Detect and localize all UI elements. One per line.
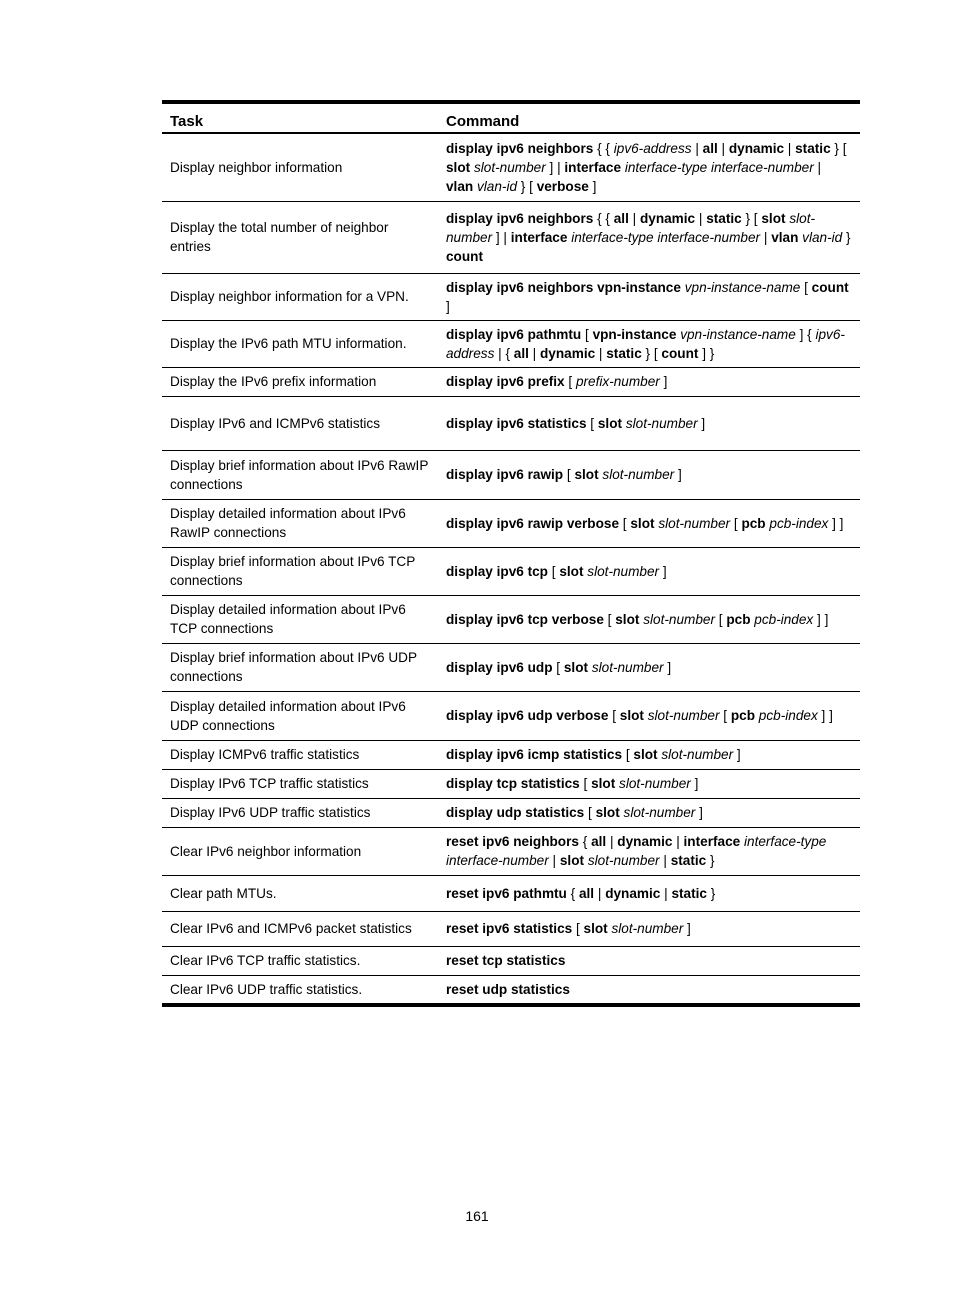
command-keyword: slot <box>615 611 640 627</box>
task-cell: Display the IPv6 prefix information <box>162 367 438 396</box>
command-syntax: } [ <box>517 178 537 194</box>
table-row <box>162 643 860 691</box>
command-keyword: all <box>513 345 529 361</box>
command-argument: slot-number <box>473 159 546 175</box>
command-keyword: display ipv6 udp verbose <box>446 708 609 723</box>
command-argument: slot-number <box>619 776 691 791</box>
command-keyword: static <box>706 210 742 226</box>
command-argument: slot-number <box>623 805 696 820</box>
command-syntax: [ <box>572 921 584 936</box>
command-syntax: | <box>548 853 560 868</box>
command-argument: slot-number <box>591 659 664 675</box>
table-row <box>162 547 860 595</box>
command-keyword: dynamic <box>605 885 661 901</box>
command-argument: prefix-number <box>575 374 660 389</box>
command-argument: vpn-instance-name <box>680 326 796 342</box>
task-cell: Display brief information about IPv6 UDP connections <box>162 643 438 691</box>
command-argument: vlan-id <box>476 178 518 194</box>
task-cell: Display IPv6 TCP traffic statistics <box>162 769 438 798</box>
command-keyword: slot <box>630 515 655 531</box>
command-argument: slot-number <box>658 515 731 531</box>
command-syntax: | <box>813 159 822 175</box>
command-syntax: } [ <box>641 345 662 361</box>
task-cell: Display detailed information about IPv6 UDP connections <box>162 691 438 740</box>
command-keyword: slot <box>597 415 623 431</box>
command-cell <box>438 975 860 1005</box>
command-syntax: ] <box>659 563 667 579</box>
command-syntax: ] { <box>795 326 816 342</box>
command-syntax: [ <box>584 805 596 820</box>
command-syntax: | <box>691 140 703 156</box>
task-cell: Display brief information about IPv6 TCP connections <box>162 547 438 595</box>
command-cell <box>438 875 860 911</box>
table-row <box>162 975 860 1005</box>
command-syntax: [ <box>564 374 576 389</box>
task-cell: Clear IPv6 TCP traffic statistics. <box>162 946 438 975</box>
command-syntax: ] ] <box>813 611 829 627</box>
command-syntax: [ <box>608 708 620 723</box>
command-syntax: [ <box>800 279 812 295</box>
command-cell <box>438 643 860 691</box>
command-keyword: slot <box>761 210 786 226</box>
command-syntax: } <box>706 853 715 868</box>
table-row <box>162 201 860 273</box>
command-syntax: [ <box>619 515 631 531</box>
command-keyword: dynamic <box>728 140 785 156</box>
command-cell <box>438 769 860 798</box>
command-argument: ipv6-address <box>446 326 845 361</box>
command-syntax: | <box>784 140 796 156</box>
command-keyword: display ipv6 neighbors <box>446 210 594 226</box>
table-row <box>162 367 860 396</box>
command-syntax: ] } <box>698 345 715 361</box>
command-keyword: count <box>661 345 699 361</box>
command-keyword: reset udp statistics <box>446 981 570 997</box>
task-cell: Display detailed information about IPv6 TCP connections <box>162 595 438 643</box>
table-row <box>162 450 860 499</box>
command-keyword: dynamic <box>639 210 696 226</box>
command-keyword: display ipv6 icmp statistics <box>446 747 623 762</box>
command-keyword: reset tcp statistics <box>446 953 566 968</box>
task-cell: Display the IPv6 path MTU information. <box>162 320 438 367</box>
command-syntax: [ <box>603 611 616 627</box>
command-syntax: | <box>660 885 672 901</box>
table-row <box>162 691 860 740</box>
command-keyword: slot <box>563 659 589 675</box>
command-argument: slot-number <box>647 708 720 723</box>
table-row <box>162 320 860 367</box>
command-keyword: count <box>811 279 849 295</box>
command-syntax: [ <box>548 563 560 579</box>
command-argument: ipv6-address <box>613 140 692 156</box>
command-keyword: all <box>702 140 718 156</box>
command-keyword: all <box>578 885 595 901</box>
command-cell <box>438 798 860 827</box>
command-argument: vlan-id <box>802 229 843 245</box>
command-syntax: ] <box>663 659 672 675</box>
task-cell: Clear IPv6 UDP traffic statistics. <box>162 975 438 1005</box>
command-keyword: slot <box>633 747 658 762</box>
command-keyword: static <box>670 853 707 868</box>
task-cell: Display neighbor information for a VPN. <box>162 273 438 320</box>
command-syntax: | <box>760 229 772 245</box>
command-syntax: ] | <box>492 229 511 245</box>
command-keyword: interface <box>564 159 622 175</box>
command-keyword: all <box>613 210 629 226</box>
command-keyword: display ipv6 neighbors vpn-instance <box>446 279 681 295</box>
table-row <box>162 827 860 875</box>
table-row <box>162 798 860 827</box>
command-syntax: [ <box>622 747 634 762</box>
command-syntax: [ <box>552 659 564 675</box>
command-cell <box>438 827 860 875</box>
command-argument: pcb-index <box>754 611 814 627</box>
command-cell <box>438 396 860 450</box>
command-syntax: | <box>606 834 618 849</box>
command-syntax: { <box>578 834 592 849</box>
command-keyword: display ipv6 rawip <box>446 467 564 482</box>
command-keyword: display ipv6 tcp <box>446 563 548 579</box>
command-keyword: all <box>591 834 607 849</box>
command-syntax: { <box>566 885 579 901</box>
command-syntax: } <box>706 885 716 901</box>
command-syntax: ] <box>446 298 450 314</box>
command-keyword: display udp statistics <box>446 805 585 820</box>
command-syntax: | { <box>494 345 514 361</box>
command-cell <box>438 367 860 396</box>
command-syntax: ] <box>588 178 597 194</box>
command-keyword: vlan <box>446 178 474 194</box>
command-syntax: | <box>717 140 729 156</box>
task-cell: Clear IPv6 and ICMPv6 packet statistics <box>162 911 438 946</box>
table-row <box>162 740 860 769</box>
command-keyword: display ipv6 tcp verbose <box>446 611 604 627</box>
command-syntax: ] <box>659 374 668 389</box>
command-reference-table <box>162 100 860 1007</box>
command-syntax: ] <box>683 921 691 936</box>
command-cell <box>438 911 860 946</box>
command-keyword: interface <box>510 229 568 245</box>
command-syntax: ] <box>697 415 706 431</box>
command-argument: interface-type interface-number <box>624 159 814 175</box>
command-syntax: | <box>672 834 684 849</box>
command-syntax: } <box>842 229 851 245</box>
command-cell <box>438 133 860 201</box>
command-argument: slot-number <box>587 563 660 579</box>
command-argument: pcb-index <box>769 515 829 531</box>
command-syntax: ] <box>733 747 741 762</box>
task-cell: Display IPv6 UDP traffic statistics <box>162 798 438 827</box>
command-syntax: ] ] <box>817 708 833 723</box>
command-syntax: } [ <box>830 140 847 156</box>
command-syntax: | <box>695 210 707 226</box>
task-cell: Display the total number of neighbor entries <box>162 201 438 273</box>
command-keyword: display ipv6 prefix <box>446 374 565 389</box>
command-keyword: display ipv6 pathmtu <box>446 326 582 342</box>
command-argument: slot-number <box>446 210 816 245</box>
command-keyword: slot <box>446 159 471 175</box>
table-row <box>162 769 860 798</box>
command-syntax: { { <box>593 140 614 156</box>
task-cell: Display neighbor information <box>170 159 343 175</box>
command-keyword: pcb <box>741 515 766 531</box>
command-keyword: vpn-instance <box>592 326 677 342</box>
command-syntax: | <box>628 210 640 226</box>
table-row <box>162 875 860 911</box>
command-keyword: interface <box>683 834 741 849</box>
table-row <box>162 396 860 450</box>
command-keyword: display tcp statistics <box>446 776 580 791</box>
task-cell: Display IPv6 and ICMPv6 statistics <box>162 396 438 450</box>
command-syntax: [ <box>581 326 593 342</box>
command-column-header: Command <box>438 102 860 133</box>
command-keyword: slot <box>619 708 644 723</box>
table-header-row <box>162 102 860 133</box>
command-keyword: static <box>606 345 642 361</box>
command-cell <box>438 320 860 367</box>
command-syntax: ] ] <box>828 515 844 531</box>
command-syntax: | <box>659 853 671 868</box>
command-syntax: ] <box>690 776 699 791</box>
task-cell: Clear IPv6 neighbor information <box>162 827 438 875</box>
command-keyword: static <box>795 140 831 156</box>
command-cell <box>438 740 860 769</box>
command-keyword: verbose <box>536 178 589 194</box>
table-body <box>162 133 860 1005</box>
command-argument: slot-number <box>661 747 734 762</box>
table-row <box>162 273 860 320</box>
table-row <box>162 595 860 643</box>
command-keyword: pcb <box>730 708 756 723</box>
table-row <box>162 499 860 547</box>
command-syntax: ] | <box>545 159 565 175</box>
command-keyword: slot <box>559 563 584 579</box>
command-argument: vpn-instance-name <box>684 279 801 295</box>
command-syntax: [ <box>586 415 598 431</box>
task-cell: Display brief information about IPv6 RawIP connections <box>162 450 438 499</box>
command-syntax: [ <box>579 776 592 791</box>
command-cell <box>438 691 860 740</box>
command-argument: slot-number <box>587 853 660 868</box>
command-cell <box>438 946 860 975</box>
command-keyword: slot <box>595 805 620 820</box>
command-cell <box>438 499 860 547</box>
command-keyword: slot <box>583 921 608 936</box>
command-keyword: display ipv6 rawip verbose <box>446 515 620 531</box>
command-keyword: reset ipv6 statistics <box>446 921 573 936</box>
command-keyword: reset ipv6 pathmtu <box>446 885 567 901</box>
command-argument: slot-number <box>611 921 684 936</box>
command-keyword: display ipv6 udp <box>446 659 553 675</box>
command-syntax: [ <box>563 467 575 482</box>
command-argument: interface-type interface-number <box>571 229 761 245</box>
task-cell: Clear path MTUs. <box>162 875 438 911</box>
command-syntax: | <box>595 345 607 361</box>
command-keyword: slot <box>559 853 585 868</box>
table-row <box>162 911 860 946</box>
command-keyword: slot <box>591 776 616 791</box>
command-cell <box>438 273 860 320</box>
command-syntax: [ <box>730 515 742 531</box>
command-cell <box>438 450 860 499</box>
command-cell <box>438 547 860 595</box>
command-argument: interface-type interface-number <box>446 834 827 868</box>
command-syntax: [ <box>719 708 731 723</box>
command-keyword: pcb <box>726 611 751 627</box>
command-argument: slot-number <box>625 415 698 431</box>
command-syntax: { { <box>593 210 614 226</box>
task-cell: Display detailed information about IPv6 RawIP connections <box>162 499 438 547</box>
command-keyword: dynamic <box>540 345 596 361</box>
command-syntax: } [ <box>741 210 762 226</box>
command-cell <box>438 595 860 643</box>
task-cell: Display ICMPv6 traffic statistics <box>162 740 438 769</box>
command-keyword: count <box>446 248 483 264</box>
command-keyword: vlan <box>771 229 799 245</box>
table-row <box>162 946 860 975</box>
command-keyword: display ipv6 statistics <box>446 415 587 431</box>
command-keyword: reset ipv6 neighbors <box>446 834 579 849</box>
table-row <box>162 133 860 201</box>
command-syntax: ] <box>695 805 703 820</box>
command-syntax: ] <box>674 467 682 482</box>
command-cell <box>438 201 860 273</box>
command-syntax: | <box>528 345 540 361</box>
command-keyword: display ipv6 neighbors <box>446 140 594 156</box>
command-argument: slot-number <box>602 467 675 482</box>
command-keyword: dynamic <box>617 834 673 849</box>
task-column-header: Task <box>162 102 438 133</box>
command-syntax: [ <box>714 611 727 627</box>
command-argument: pcb-index <box>758 708 818 723</box>
command-argument: slot-number <box>643 611 715 627</box>
command-keyword: slot <box>574 467 599 482</box>
page-number: 161 <box>465 1208 489 1224</box>
command-syntax: | <box>594 885 606 901</box>
command-keyword: static <box>671 885 707 901</box>
